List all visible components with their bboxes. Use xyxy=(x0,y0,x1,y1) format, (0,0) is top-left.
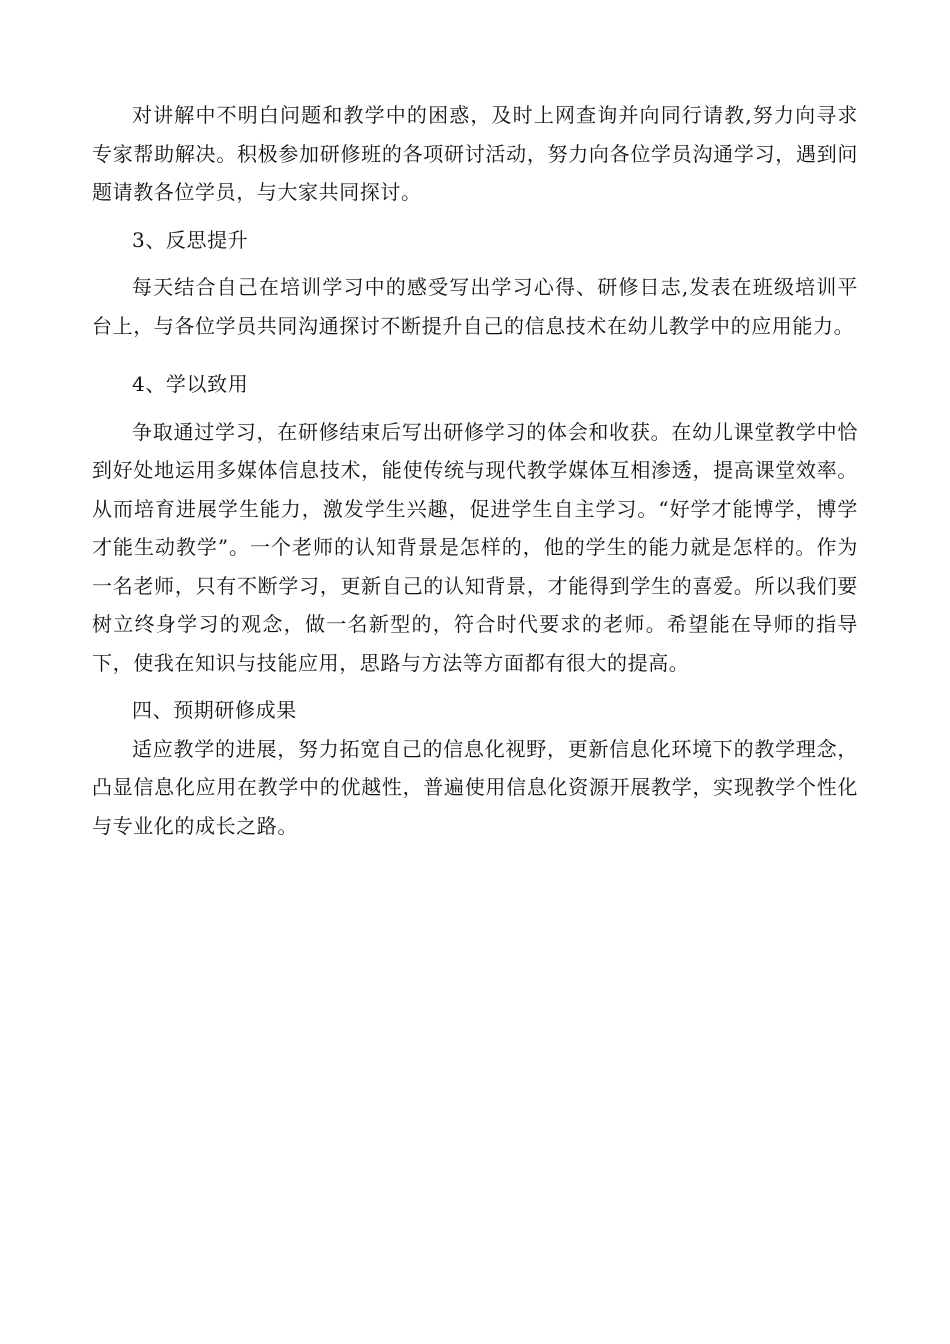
heading-expected-outcomes: 四、预期研修成果 xyxy=(132,698,297,722)
heading-reflect-improve: 3、反思提升 xyxy=(132,227,249,252)
document-body xyxy=(92,96,858,845)
paragraph-expected-outcomes: 适应教学的进展，努力拓宽自己的信息化视野，更新信息化环境下的教学理念，凸显信息化应用在教学中的优越性，普遍使用信息化资源开展教学，实现教学个性化与专业化的成长之路。 xyxy=(92,736,858,838)
paragraph-daily-journal: 每天结合自己在培训学习中的感受写出学习心得、研修日志,发表在班级培训平台上，与各位学员共同沟通探讨不断提升自己的信息技术在幼儿教学中的应用能力。 xyxy=(92,275,858,338)
heading-apply-learning: 4、学以致用 xyxy=(132,372,249,396)
paragraph-apply-learning: 争取通过学习，在研修结束后写出研修学习的体会和收获。在幼儿课堂教学中恰到好处地运用多媒体信息技术，能使传统与现代教学媒体互相渗透，提高课堂效率。从而培育进展学生能力，激发学生兴趣，促进学生自主学习。“好学才能博学，博学才能生动教学”。一个老师的认知背景是怎样的，他的学生的能力就是怎样的。作为一名老师，只有不断学习，更新自己的认知背景，才能得到学生的喜爱。所以我们要树立终身学习的观念，做一名新型的，符合时代要求的老师。希望能在导师的指导下，使我在知识与技能应用，思路与方法等方面都有很大的提高。 xyxy=(92,419,858,675)
paragraph-consult-experts: 对讲解中不明白问题和教学中的困惑，及时上网查询并向同行请教,努力向寻求专家帮助解决。积极参加研修班的各项研讨活动，努力向各位学员沟通学习，遇到问题请教各位学员，与大家共同探讨。 xyxy=(92,103,858,204)
